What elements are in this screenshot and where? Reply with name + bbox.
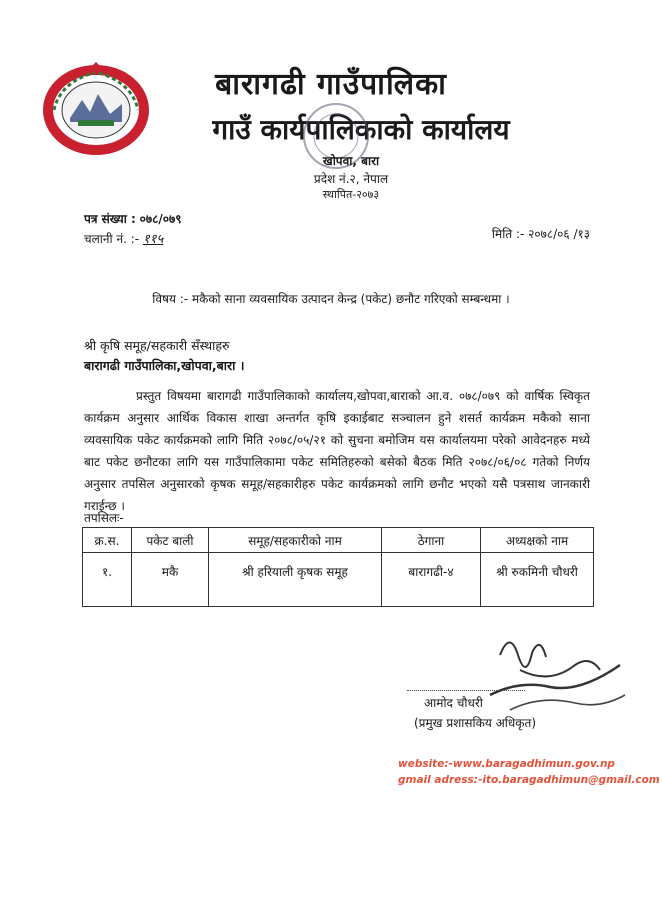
province-line: प्रदेश नं.२, नेपाल: [313, 172, 389, 186]
letter-number-label: पत्र संख्या :: [84, 212, 136, 226]
cell-group-name: श्री हरियाली कृषक समूह: [209, 553, 382, 607]
selection-table: [82, 527, 594, 607]
col-group-name: समूह/सहकारीको नाम: [209, 528, 382, 553]
cell-chairperson: श्री रुकमिनी चौधरी: [481, 553, 594, 607]
col-chairperson: अध्यक्षको नाम: [481, 528, 594, 553]
col-address: ठेगाना: [382, 528, 481, 553]
letter-number-value: ०७८/०७९: [139, 212, 182, 226]
letter-date-value: २०७८/०६ /१३: [528, 227, 590, 241]
dispatch-number-value: ११५: [142, 232, 164, 247]
cell-crop: मकै: [132, 553, 209, 607]
table-header-row: [83, 528, 594, 553]
established-line: स्थापित-२०७३: [322, 188, 380, 201]
dispatch-number: [84, 229, 163, 247]
dispatch-number-label: चलानी नं. :-: [84, 232, 140, 246]
signatory-name: आमोद चौधरी: [424, 696, 483, 710]
letter-number: [84, 210, 181, 227]
letter-subject: विषय :- मकैको साना व्यवसायिक उत्पादन केन्द्र (पकेट) छनौट गरिएको सम्बन्धमा ।: [152, 292, 510, 306]
office-name: गाउँ कार्यपालिकाको कार्यालय: [212, 113, 510, 146]
letter-date: [492, 225, 590, 242]
addressee-line-2: बारागढी गाउँपालिका,खोपवा,बारा ।: [84, 358, 245, 373]
signature-line: [407, 690, 525, 691]
col-serial: क्र.स.: [83, 528, 132, 553]
cell-address: बारागढी-४: [382, 553, 481, 607]
office-address: खोपवा, बारा: [322, 154, 380, 168]
table-row: [83, 553, 594, 607]
addressee-line-1: श्री कृषि समूह/सहकारी सँस्थाहरु: [84, 338, 230, 353]
letter-body: प्रस्तुत विषयमा बारागढी गाउँपालिकाको कार्यालय,खोपवा,बाराको आ.व. ०७८/०७९ को वार्षिक स्विकृत कार्यक्रम अनुसार आर्थिक विकास शाखा अन्तर्गत कृषि इकाईबाट सञ्चालन हुने शसर्त कार्यक्रम मकैको साना व्यवसायिक पकेट कार्यक्रमको लागि मिति २०७८/०५/२१ को सुचना बमोजिम यस कार्यालयमा परेको आवेदनहरु मध्ये बाट पकेट छनौटका लागि यस गाउँपालिकामा पकेट समितिहरुको बसेको बैठक मिति २०७८/०६/०८ गतेको निर्णय अनुसार तपसिल अनुसारको कृषक समूह/सहकारीहरु पकेट कार्यक्रमको लागि छनौट भएको यसै पत्रसाथ जानकारी गराईन्छ ।: [84, 389, 590, 513]
col-crop: पकेट बाली: [132, 528, 209, 553]
email-text: gmail adress:-ito.baragadhimun@gmail.com: [398, 774, 660, 786]
table-label: तपसिलः-: [84, 511, 124, 525]
website-text: website:-www.baragadhimun.gov.np: [398, 758, 615, 770]
signatory-designation: (प्रमुख प्रशासकिय अधिकृत): [414, 716, 537, 730]
municipality-name: बारागढी गाउँपालिका: [215, 67, 447, 102]
letter-date-label: मिति :-: [491, 227, 525, 241]
cell-serial: १.: [83, 553, 132, 607]
